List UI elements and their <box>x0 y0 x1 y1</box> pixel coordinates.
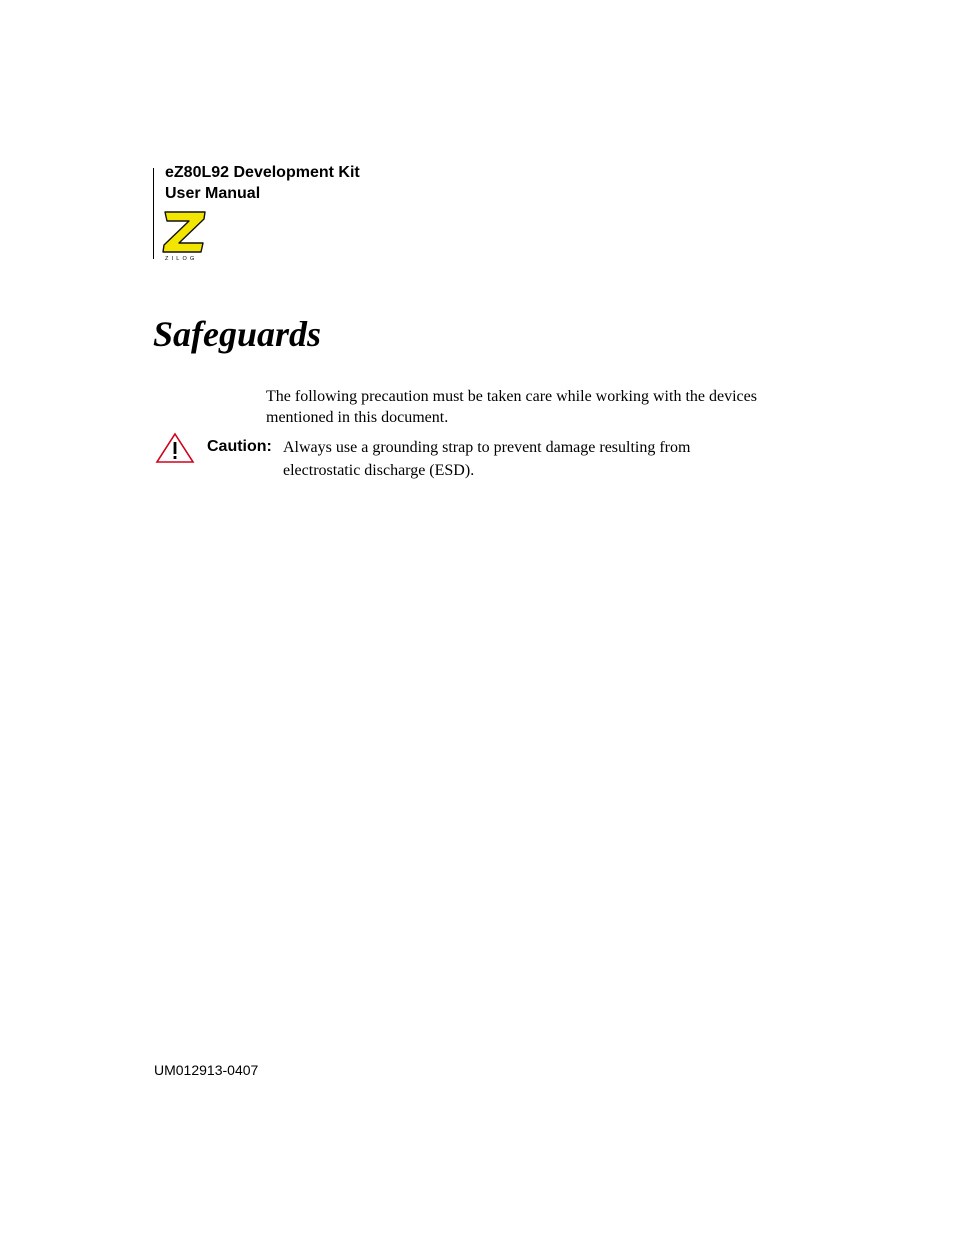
zilog-z-shape <box>163 212 205 252</box>
manual-type: User Manual <box>165 185 261 202</box>
header-divider <box>153 168 154 259</box>
document-number: UM012913-0407 <box>154 1062 259 1078</box>
intro-paragraph: The following precaution must be taken care while working with the devices mentioned in this document. <box>266 388 757 426</box>
product-title: eZ80L92 Development Kit <box>165 164 360 181</box>
caution-label: Caution: <box>207 438 272 455</box>
warning-triangle-icon <box>155 432 195 464</box>
page-title: Safeguards <box>153 314 322 354</box>
zilog-logo <box>162 210 208 262</box>
zilog-wordmark: ZILOG <box>165 256 198 262</box>
caution-text: Always use a grounding strap to prevent damage resulting from electrostatic discharge (ESD). <box>283 439 691 479</box>
